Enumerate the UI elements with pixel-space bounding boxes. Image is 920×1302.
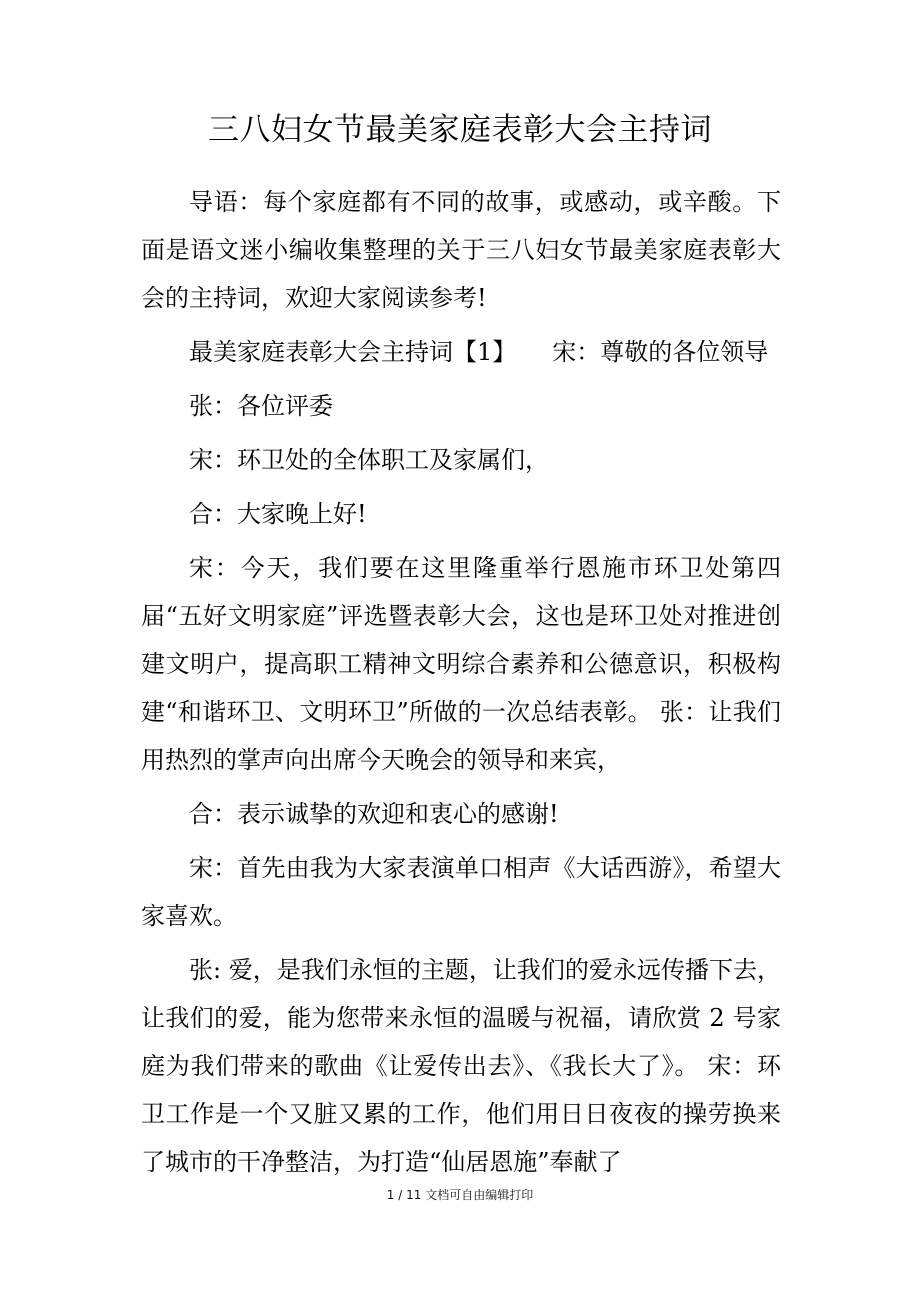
paragraph-heading-1: 最美家庭表彰大会主持词【1】 宋：尊敬的各位领导 (189, 338, 769, 366)
paragraph-song-performance: 宋：首先由我为大家表演单口相声《大话西游》，希望大家喜欢。 (141, 854, 781, 930)
document-body (141, 178, 781, 1186)
page-footer: 1 / 11 文档可自由编辑打印 (386, 1188, 534, 1202)
paragraph-together-greeting: 合：大家晚上好! (189, 500, 367, 528)
document-title: 三八妇女节最美家庭表彰大会主持词 (208, 112, 712, 148)
paragraph-together-thanks: 合：表示诚挚的欢迎和衷心的感谢! (189, 800, 559, 828)
paragraph-zhang-judges: 张：各位评委 (189, 392, 333, 420)
paragraph-zhang-love: 张: 爱，是我们永恒的主题，让我们的爱永远传播下去，让我们的爱，能为您带来永恒的温暖与祝福，请欣赏 2 号家庭为我们带来的歌曲《让爱传出去》、《我长大了》。 宋：环卫工作是一个又脏又累的工作，他们用日日夜夜的操劳换来了城市的干净整洁，为打造“仙居恩施”奉献了 (141, 956, 781, 1176)
paragraph-song-ceremony: 宋：今天，我们要在这里隆重举行恩施市环卫处第四届“五好文明家庭”评选暨表彰大会，这也是环卫处对推进创建文明户，提高职工精神文明综合素养和公德意识，积极构建“和谐环卫、文明环卫”所做的一次总结表彰。 张：让我们用热烈的掌声向出席今天晚会的领导和来宾， (141, 554, 781, 774)
paragraph-intro: 导语：每个家庭都有不同的故事，或感动，或辛酸。下面是语文迷小编收集整理的关于三八妇女节最美家庭表彰大会的主持词，欢迎大家阅读参考! (141, 188, 781, 312)
paragraph-song-staff: 宋：环卫处的全体职工及家属们， (189, 446, 549, 474)
